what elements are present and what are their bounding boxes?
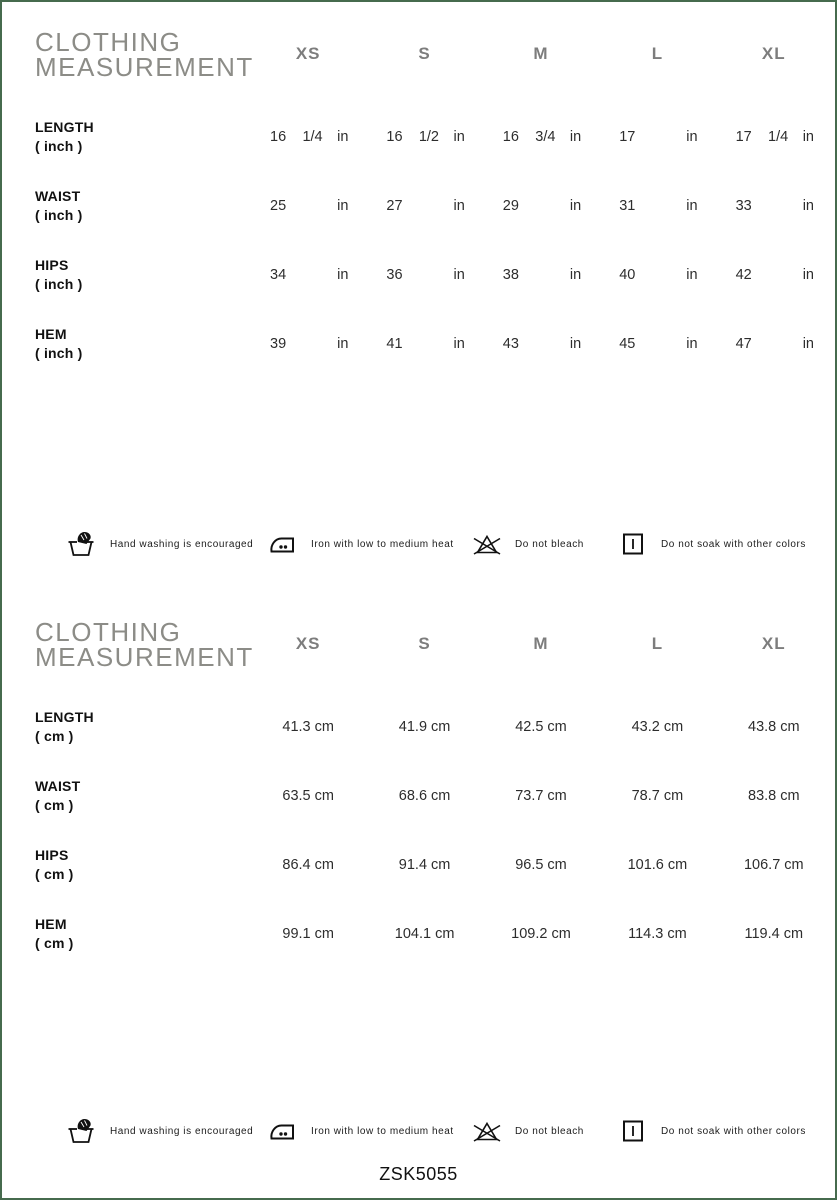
measurement-row-hem-inch: [35, 309, 832, 378]
row-unit-label: ( cm ): [35, 727, 74, 744]
row-unit-label: ( inch ): [35, 344, 83, 361]
measurement-value: 16 1/4 in: [270, 128, 349, 145]
care-item-handwash: [67, 1114, 253, 1148]
care-label: Do not bleach: [515, 538, 584, 550]
iron-icon: [268, 529, 298, 559]
measurement-value: 104.1 cm: [394, 925, 455, 942]
measurement-row-waist-cm: [35, 761, 832, 830]
care-item-do-not-bleach: [472, 527, 584, 561]
size-chart-inch: [2, 28, 835, 378]
measurement-value: 43.8 cm: [748, 718, 800, 735]
row-unit-label: ( cm ): [35, 865, 74, 882]
handwash-icon: [67, 1116, 97, 1146]
measurement-value: 91.4 cm: [398, 856, 451, 873]
page-title: [35, 27, 254, 88]
measurement-value: 47 in: [735, 335, 814, 352]
page-title-line1: CLOTHING: [35, 617, 182, 647]
measurement-value: 25 in: [270, 197, 349, 214]
measurement-value: 63.5 cm: [282, 787, 334, 804]
care-label: Do not bleach: [515, 1125, 584, 1137]
row-label: WAIST: [35, 777, 81, 794]
measurement-row-length-inch: [35, 102, 832, 171]
size-column-header-xs: XS: [295, 634, 321, 653]
care-item-handwash: [67, 527, 253, 561]
measurement-value: 42 in: [735, 266, 814, 283]
row-unit-label: ( inch ): [35, 206, 83, 223]
care-label: Hand washing is encouraged: [110, 1125, 254, 1137]
measurement-value: 41 in: [386, 335, 465, 352]
size-column-header-l: L: [651, 44, 664, 63]
cm-table-rows: [2, 692, 835, 968]
size-column-header-m: M: [533, 44, 549, 63]
care-label: Iron with low to medium heat: [311, 538, 454, 550]
size-column-header-xs: XS: [295, 44, 321, 63]
do-not-soak-icon: [618, 529, 648, 559]
row-label: HEM: [35, 915, 67, 932]
care-label: Do not soak with other colors: [661, 1125, 806, 1137]
measurement-value: 99.1 cm: [282, 925, 334, 942]
row-label: WAIST: [35, 187, 81, 204]
measurement-row-hips-inch: [35, 240, 832, 309]
page-title: [35, 617, 254, 678]
measurement-value: 39 in: [270, 335, 349, 352]
measurement-value: 68.6 cm: [398, 787, 451, 804]
sku-code: ZSK5055: [379, 1164, 458, 1184]
size-column-header-xl: XL: [761, 634, 786, 653]
cm-table-header-row: [35, 618, 832, 678]
size-chart-cm: [2, 618, 835, 968]
inch-table-rows: [2, 102, 835, 378]
measurement-value: 16 1/2 in: [386, 128, 465, 145]
measurement-value: 106.7 cm: [743, 856, 804, 873]
measurement-value: 43.2 cm: [631, 718, 684, 735]
size-column-header-xl: XL: [761, 44, 786, 63]
measurement-value: 31 in: [619, 197, 698, 214]
inch-table-header-row: [35, 28, 832, 88]
size-column-header-l: L: [651, 634, 664, 653]
measurement-value: 40 in: [619, 266, 698, 283]
measurement-row-waist-inch: [35, 171, 832, 240]
measurement-value: 29 in: [502, 197, 582, 214]
measurement-value: 86.4 cm: [282, 856, 334, 873]
care-instructions-row: [2, 1114, 835, 1148]
measurement-value: 83.8 cm: [748, 787, 800, 804]
measurement-value: 17 in: [619, 128, 698, 145]
do-not-soak-icon: [618, 1116, 648, 1146]
size-column-header-s: S: [418, 44, 431, 63]
row-label: HEM: [35, 325, 67, 342]
care-item-iron: [268, 1114, 454, 1148]
measurement-value: 114.3 cm: [628, 925, 687, 942]
page-title-line2: MEASUREMENT: [35, 52, 254, 82]
care-instructions-row: [2, 527, 835, 561]
measurement-value: 17 1/4 in: [735, 128, 814, 145]
measurement-value: 41.3 cm: [282, 718, 334, 735]
measurement-row-length-cm: [35, 692, 832, 761]
measurement-value: 16 3/4 in: [502, 128, 582, 145]
row-unit-label: ( inch ): [35, 137, 83, 154]
measurement-value: 34 in: [270, 266, 349, 283]
measurement-row-hem-cm: [35, 899, 832, 968]
measurement-value: 45 in: [619, 335, 698, 352]
size-column-header-m: M: [533, 634, 549, 653]
iron-icon: [268, 1116, 298, 1146]
measurement-value: 119.4 cm: [744, 925, 804, 942]
care-item-do-not-soak: [618, 1114, 806, 1148]
row-label: HIPS: [35, 846, 69, 863]
care-label: Iron with low to medium heat: [311, 1125, 454, 1137]
row-unit-label: ( inch ): [35, 275, 83, 292]
row-label: LENGTH: [35, 118, 94, 135]
measurement-value: 27 in: [386, 197, 465, 214]
measurement-value: 73.7 cm: [515, 787, 567, 804]
measurement-value: 43 in: [502, 335, 582, 352]
size-column-header-s: S: [418, 634, 431, 653]
measurement-value: 96.5 cm: [515, 856, 567, 873]
row-label: HIPS: [35, 256, 69, 273]
handwash-icon: [67, 529, 97, 559]
row-label: LENGTH: [35, 708, 94, 725]
measurement-value: 41.9 cm: [398, 718, 451, 735]
measurement-row-hips-cm: [35, 830, 832, 899]
measurement-value: 101.6 cm: [627, 856, 688, 873]
care-label: Hand washing is encouraged: [110, 538, 254, 550]
measurement-value: 42.5 cm: [515, 718, 567, 735]
do-not-bleach-icon: [472, 1116, 502, 1146]
measurement-value: 36 in: [386, 266, 465, 283]
measurement-value: 38 in: [502, 266, 582, 283]
care-item-iron: [268, 527, 454, 561]
measurement-value: 109.2 cm: [511, 925, 571, 942]
page-title-line1: CLOTHING: [35, 27, 182, 57]
care-item-do-not-bleach: [472, 1114, 584, 1148]
page-title-line2: MEASUREMENT: [35, 642, 254, 672]
care-label: Do not soak with other colors: [661, 538, 806, 550]
measurement-value: 33 in: [735, 197, 814, 214]
row-unit-label: ( cm ): [35, 934, 74, 951]
measurement-value: 78.7 cm: [631, 787, 684, 804]
row-unit-label: ( cm ): [35, 796, 74, 813]
care-item-do-not-soak: [618, 527, 806, 561]
do-not-bleach-icon: [472, 529, 502, 559]
